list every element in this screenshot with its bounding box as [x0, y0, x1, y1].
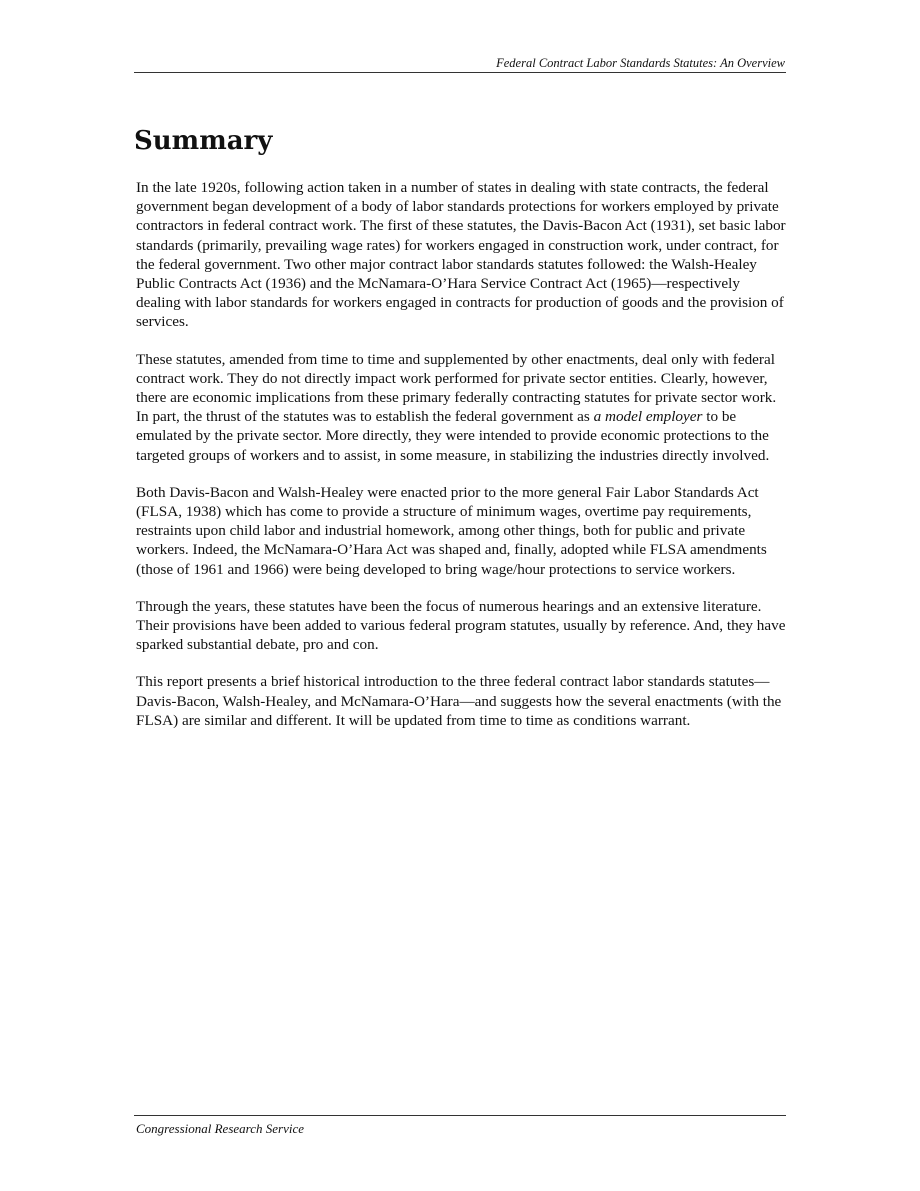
paragraph-scope — [136, 350, 788, 465]
footer-rule — [134, 1115, 786, 1116]
header-rule — [134, 72, 786, 73]
paragraph-scope-text-after: to be emulated by the private sector. More directly, they were intended to provide economic protections to the targeted groups of workers and to assist, in some measure, in stabilizing the industries directly involved. — [136, 408, 770, 464]
paragraph-report-purpose: This report presents a brief historical introduction to the three federal contract labor standards statutes—Davis-Bacon, Walsh-Healey, and McNamara-O’Hara—and suggests how the several enactments (with the FLSA) are similar and different. It will be updated from time to time as conditions warrant. — [136, 673, 782, 729]
footer-publisher: Congressional Research Service — [136, 1121, 304, 1136]
paragraph-debate: Through the years, these statutes have been the focus of numerous hearings and an extensive literature. Their provisions have been added to various federal program statutes, usually by reference. And, they have sparked substantial debate, pro and con. — [136, 597, 786, 654]
page-title: Summary — [134, 126, 273, 156]
paragraph-origins: In the late 1920s, following action taken in a number of states in dealing with state contracts, the federal government began development of a body of labor standards protections for workers employed by private contractors in federal contract work. The first of these statutes, the Davis-Bacon Act (1931), set basic labor standards (primarily, prevailing wage rates) for workers engaged in construction work, under contract, for the federal government. Two other major contract labor standards statutes followed: the Walsh-Healey Public Contracts Act (1936) and the McNamara-O’Hara Service Contract Act (1965)—respectively dealing with labor standards for workers engaged in contracts for production of goods and the provision of services. — [136, 179, 786, 331]
running-header: Federal Contract Labor Standards Statutes: An Overview — [496, 56, 785, 70]
paragraph-flsa: Both Davis-Bacon and Walsh-Healey were enacted prior to the more general Fair Labor Standards Act (FLSA, 1938) which has come to provide a structure of minimum wages, overtime pay requirements, restraints upon child labor and industrial homework, among other things, both for public and private workers. Indeed, the McNamara-O’Hara Act was shaped and, finally, adopted while FLSA amendments (those of 1961 and 1966) were being developed to bring wage/hour protections to service workers. — [136, 483, 767, 578]
paragraph-scope-text-before: These statutes, amended from time to time and supplemented by other enactments, deal only with federal contract work. They do not directly impact work performed for private sector entities. Clearly, however, there are economic implications from these primary federally contracting statutes for private sector work. In part, the thrust of the statutes was to establish the federal government as — [136, 350, 777, 426]
model-employer-emphasis: a model employer — [593, 408, 703, 426]
summary-body — [136, 178, 788, 748]
